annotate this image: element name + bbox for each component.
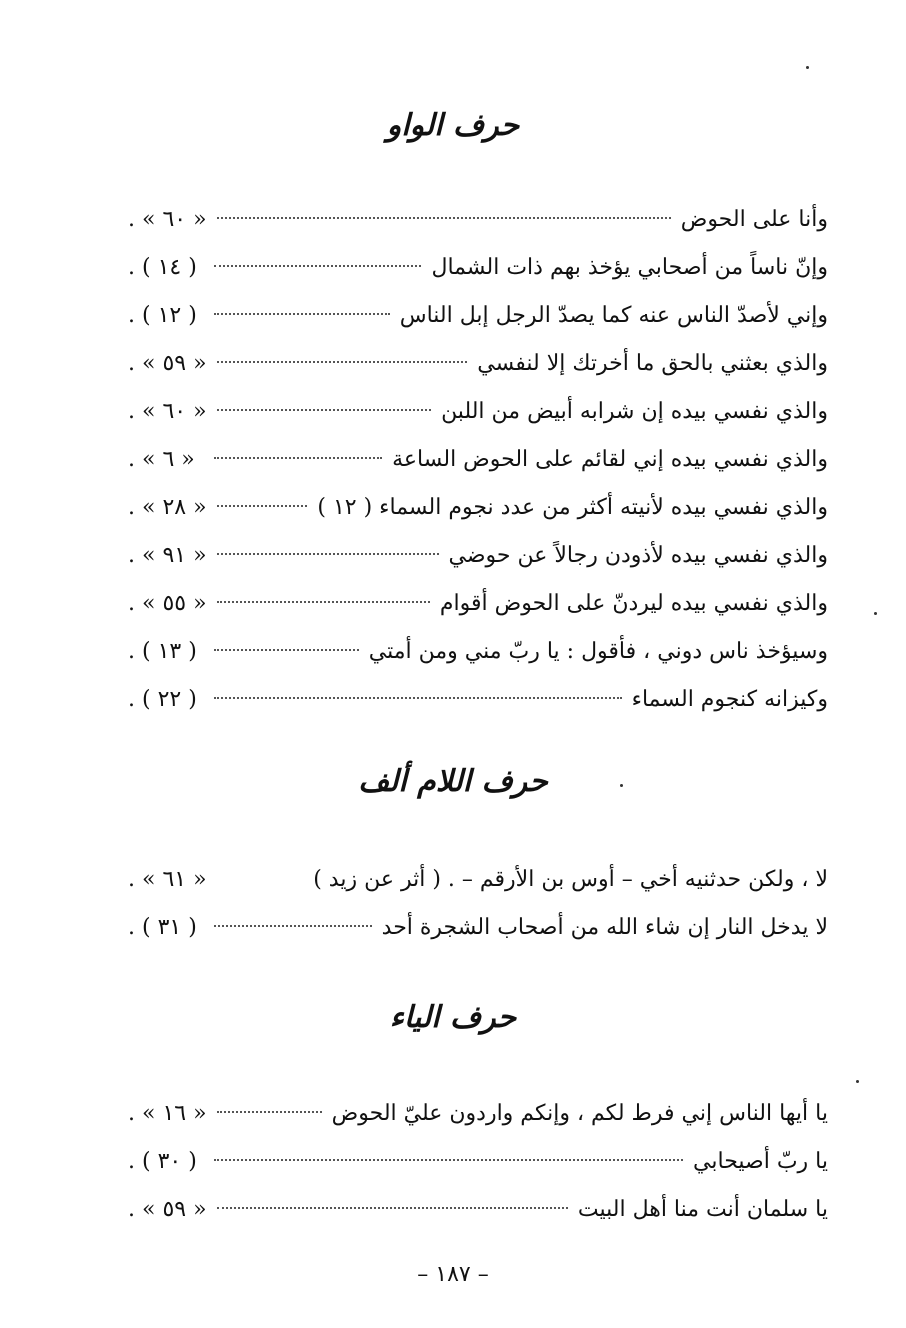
leader-dots xyxy=(217,553,439,555)
index-entry xyxy=(128,1186,828,1234)
leader-dots xyxy=(217,505,308,507)
entries-list-lam-alif xyxy=(128,856,828,952)
leader-dots xyxy=(214,457,382,459)
entry-text: يا ربّ أصيحابي xyxy=(693,1149,828,1174)
leader-dots xyxy=(217,409,432,411)
entry-text: والذي نفسي بيده لأنيته أكثر من عدد نجوم السماء ( ١٢ ) xyxy=(317,495,828,520)
entry-reference: ( ١٤ ) . xyxy=(128,255,197,280)
index-entry xyxy=(128,388,828,436)
index-entry xyxy=(128,856,828,904)
leader-dots xyxy=(214,925,372,927)
entry-reference: « ٦٠ » . xyxy=(128,207,207,232)
entry-text: والذي بعثني بالحق ما أخرتك إلا لنفسي xyxy=(477,351,828,376)
leader-dots xyxy=(217,877,304,879)
scan-speck xyxy=(856,1080,859,1083)
entry-reference: ( ٢٢ ) . xyxy=(128,687,197,712)
leader-dots xyxy=(217,1111,322,1113)
index-entry xyxy=(128,196,828,244)
scan-speck xyxy=(874,612,877,615)
entry-reference: « ٥٩ » . xyxy=(128,351,207,376)
index-entry xyxy=(128,292,828,340)
leader-dots xyxy=(217,217,671,219)
entry-text: والذي نفسي بيده ليردنّ على الحوض أقوام xyxy=(439,591,828,616)
leader-dots xyxy=(217,1207,568,1209)
entry-text: وإني لأصدّ الناس عنه كما يصدّ الرجل إبل الناس xyxy=(399,303,828,328)
leader-dots xyxy=(214,697,622,699)
index-entry xyxy=(128,904,828,952)
entry-reference: ( ١٢ ) . xyxy=(128,303,197,328)
entry-text: والذي نفسي بيده إن شرابه أبيض من اللبن xyxy=(441,399,828,424)
entry-text: لا ، ولكن حدثنيه أخي – أوس بن الأرقم – . ( أثر عن زيد ) xyxy=(313,867,828,892)
section-heading-ya: حرف الياء xyxy=(389,1000,517,1035)
entry-text: يا سلمان أنت منا أهل البيت xyxy=(577,1197,828,1222)
section-heading-waw: حرف الواو xyxy=(386,108,520,143)
entry-text: وسيؤخذ ناس دوني ، فأقول : يا ربّ مني ومن أمتي xyxy=(368,639,828,664)
entry-reference: ( ٣١ ) . xyxy=(128,915,197,940)
index-entry xyxy=(128,436,828,484)
entry-text: وأنا على الحوض xyxy=(680,207,828,232)
scan-speck xyxy=(806,66,809,69)
index-entry xyxy=(128,244,828,292)
entry-text: والذي نفسي بيده لأذودن رجالاً عن حوضي xyxy=(448,543,828,568)
leader-dots xyxy=(214,1159,683,1161)
leader-dots xyxy=(214,313,390,315)
entry-text: وكيزانه كنجوم السماء xyxy=(631,687,828,712)
entry-text: والذي نفسي بيده إني لقائم على الحوض الساعة xyxy=(392,447,828,472)
index-entry xyxy=(128,532,828,580)
index-entry xyxy=(128,484,828,532)
index-entry xyxy=(128,1090,828,1138)
leader-dots xyxy=(217,361,468,363)
entry-reference: « ٦٠ » . xyxy=(128,399,207,424)
entry-reference: ( ٣٠ ) . xyxy=(128,1149,197,1174)
entry-text: لا يدخل النار إن شاء الله من أصحاب الشجرة أحد xyxy=(381,915,828,940)
entry-reference: « ٥٩ » . xyxy=(128,1197,207,1222)
entry-reference: « ٥٥ » . xyxy=(128,591,207,616)
index-entry xyxy=(128,628,828,676)
index-entry xyxy=(128,340,828,388)
entry-reference: « ٢٨ » . xyxy=(128,495,207,520)
leader-dots xyxy=(214,265,421,267)
entry-reference: « ٦ » . xyxy=(128,447,195,472)
entries-list-ya xyxy=(128,1090,828,1234)
leader-dots xyxy=(214,649,359,651)
page-number: – ١٨٧ – xyxy=(417,1262,489,1287)
entry-reference: ( ١٣ ) . xyxy=(128,639,197,664)
index-entry xyxy=(128,580,828,628)
index-entry xyxy=(128,676,828,724)
entry-reference: « ٦١ » . xyxy=(128,867,207,892)
section-heading-lam-alif: حرف اللام ألف xyxy=(358,764,548,799)
entry-reference: « ١٦ » . xyxy=(128,1101,207,1126)
entry-text: يا أيها الناس إني فرط لكم ، وإنكم واردون عليّ الحوض xyxy=(331,1101,828,1126)
entries-list-waw xyxy=(128,196,828,724)
scan-speck xyxy=(620,784,623,787)
entry-text: وإنّ ناساً من أصحابي يؤخذ بهم ذات الشمال xyxy=(431,255,828,280)
index-entry xyxy=(128,1138,828,1186)
entry-reference: « ٩١ » . xyxy=(128,543,207,568)
leader-dots xyxy=(217,601,430,603)
